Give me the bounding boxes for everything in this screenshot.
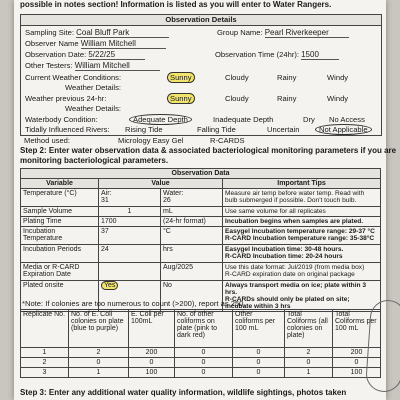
tidal-not-applicable-option[interactable]: Not Applicable (315, 124, 372, 135)
incubation-temp-tip: Easygel Incubation temperature range: 29-37 °C R-CARD Incubation temperature range: 35-38°C (223, 227, 381, 245)
group-label: Group Name: (217, 28, 263, 37)
colony-note: *Note: If colonies are too numerous to count (>200), report as 250. (22, 299, 246, 308)
row-incubation-temp-label: Incubation Temperature (21, 227, 99, 245)
sample-volume-field[interactable]: 1 (99, 207, 161, 217)
waterbody-adequate-option[interactable]: Adequate Depth (129, 114, 192, 125)
plated-onsite-no-option[interactable]: No (161, 281, 223, 312)
prev-weather-label: Weather previous 24-hr: (25, 94, 107, 103)
col-variable: Variable (21, 179, 99, 189)
incubation-period-field[interactable]: 24 (99, 245, 161, 263)
row-sample-volume-label: Sample Volume (21, 207, 99, 217)
header-line: possible in notes section! Information is listed as you will enter to Water Rangers. (20, 0, 332, 9)
rep1-other-count[interactable]: 0 (175, 348, 233, 358)
other-testers-label: Other Testers: (25, 61, 73, 70)
current-weather-windy-option[interactable]: Windy (327, 73, 349, 82)
incubation-temp-unit: °C (161, 227, 223, 245)
observation-data-title: Observation Data (21, 169, 381, 179)
plated-onsite-yes-option[interactable]: Yes (101, 281, 118, 290)
current-weather-label: Current Weather Conditions: (25, 73, 122, 82)
row-expiration-label: Media or R-CARD Expiration Date (21, 263, 99, 281)
other-testers-field[interactable]: William Mitchell (75, 61, 160, 71)
plating-time-tip: Incubation begins when samples are plated. (223, 217, 381, 227)
observer-label: Observer Name (25, 39, 79, 48)
seal-stamp (365, 299, 400, 393)
rep1-ecoli-count[interactable]: 2 (69, 348, 129, 358)
replicates-table (20, 309, 381, 378)
rep-col-replicate: Replicate No. (21, 310, 69, 348)
expiration-blank (99, 263, 161, 281)
waterbody-label: Waterbody Condition: (25, 115, 98, 124)
expiration-tip: Use this date format: Jul/2019 (from media box) R-CARD expiration date on original package (223, 263, 381, 281)
rep2-total-per100[interactable]: 0 (333, 358, 381, 368)
plating-time-format: (24-hr format) (161, 217, 223, 227)
temperature-air-field[interactable]: Air: 31 (99, 189, 161, 207)
waterbody-inadequate-option[interactable]: Inadequate Depth (213, 115, 274, 124)
rep2-number: 2 (21, 358, 69, 368)
sample-volume-tip: Use same volume for all replicates (223, 207, 381, 217)
rep2-ecoli-count[interactable]: 0 (69, 358, 129, 368)
method-label: Method used: (24, 136, 71, 145)
rep3-total-count[interactable]: 1 (285, 368, 333, 378)
rep-col-ecoli-count: No. of E. Coli colonies on plate (blue to purple) (69, 310, 129, 348)
current-weather-details-label: Weather Details: (65, 83, 121, 92)
row-plated-onsite-label: Plated onsite (21, 281, 99, 312)
observation-details-box (20, 14, 382, 136)
rep2-other-per100[interactable]: 0 (233, 358, 285, 368)
plating-time-field[interactable]: 1700 (99, 217, 161, 227)
observation-data-table (20, 168, 381, 312)
prev-weather-rainy-option[interactable]: Rainy (277, 94, 297, 103)
temperature-tip: Measure air temp before water temp. Read with bulb submerged if possible. Don't touch bulb. (223, 189, 381, 207)
rep1-total-count[interactable]: 2 (285, 348, 333, 358)
site-field[interactable]: Coal Bluff Park (76, 28, 169, 38)
temperature-water-field[interactable]: Water: 26 (161, 189, 223, 207)
rep2-other-count[interactable]: 0 (175, 358, 233, 368)
incubation-temp-field[interactable]: 37 (99, 227, 161, 245)
date-field[interactable]: 5/22/25 (88, 50, 145, 60)
tidal-rising-option[interactable]: Rising Tide (125, 125, 163, 134)
rep3-ecoli-count[interactable]: 1 (69, 368, 129, 378)
prev-weather-cloudy-option[interactable]: Cloudy (225, 94, 249, 103)
date-label: Observation Date: (25, 50, 87, 59)
rep1-other-per100[interactable]: 0 (233, 348, 285, 358)
rep-col-other-per100: Other coliforms per 100 mL (233, 310, 285, 348)
col-value: Value (99, 179, 223, 189)
rep3-ecoli-per100[interactable]: 100 (129, 368, 175, 378)
rep2-total-count[interactable]: 0 (285, 358, 333, 368)
rep3-total-per100[interactable]: 100 (333, 368, 381, 378)
rep-col-ecoli-per100: E. Coli per 100mL (129, 310, 175, 348)
plated-onsite-tip: Always transport media on ice; plate within 3 hrs. R-CARDs should only be plated on site; incubate within 3 hrs (223, 281, 381, 312)
waterbody-no-access-option[interactable]: No Access (329, 115, 365, 124)
rep3-number: 3 (21, 368, 69, 378)
method-easygel-option[interactable]: Micrology Easy Gel (118, 136, 184, 145)
rep-col-total-count: Total Coliforms (all colonies on plate) (285, 310, 333, 348)
rep-col-total-per100: Total Coliforms per 100 mL (333, 310, 381, 348)
tidal-label: Tidally Influenced Rivers: (25, 125, 110, 134)
rep1-number: 1 (21, 348, 69, 358)
observation-details-title: Observation Details (21, 15, 381, 26)
col-tips: Important Tips (223, 179, 381, 189)
prev-weather-sunny-option[interactable]: Sunny (167, 93, 195, 104)
sample-volume-unit: mL (161, 207, 223, 217)
prev-weather-details-label: Weather Details: (65, 104, 121, 113)
row-temperature-label: Temperature (°C) (21, 189, 99, 207)
group-field[interactable]: Pearl Riverkeeper (265, 28, 349, 38)
method-rcards-option[interactable]: R-CARDS (210, 136, 245, 145)
time-field[interactable]: 1500 (301, 50, 339, 60)
current-weather-cloudy-option[interactable]: Cloudy (225, 73, 249, 82)
tidal-uncertain-option[interactable]: Uncertain (267, 125, 300, 134)
observer-field[interactable]: William Mitchell (81, 39, 166, 49)
rep1-total-per100[interactable]: 200 (333, 348, 381, 358)
row-incubation-period-label: Incubation Periods (21, 245, 99, 263)
waterbody-dry-option[interactable]: Dry (303, 115, 315, 124)
site-label: Sampling Site: (25, 28, 74, 37)
prev-weather-windy-option[interactable]: Windy (327, 94, 349, 103)
step3-heading: Step 3: Enter any additional water quality information, wildlife sightings, photos taken (20, 388, 347, 397)
step2-heading-line2: monitoring bacteriological parameters. (20, 156, 169, 165)
expiration-field[interactable]: Aug/2025 (161, 263, 223, 281)
step2-heading-line1: Step 2: Enter water observation data & associated bacteriological monitoring parameters if you are (20, 146, 397, 155)
rep2-ecoli-per100[interactable]: 0 (129, 358, 175, 368)
current-weather-sunny-option[interactable]: Sunny (167, 72, 195, 83)
row-plating-time-label: Plating Time (21, 217, 99, 227)
current-weather-rainy-option[interactable]: Rainy (277, 73, 297, 82)
tidal-falling-option[interactable]: Falling Tide (197, 125, 236, 134)
incubation-period-tip: Easygel Incubation time: 30-48 hours. R-CARD Incubation time: 20-24 hours (223, 245, 381, 263)
rep1-ecoli-per100[interactable]: 200 (129, 348, 175, 358)
rep-col-other-count: No. of other coliforms on plate (pink to dark red) (175, 310, 233, 348)
rep3-other-per100[interactable]: 0 (233, 368, 285, 378)
time-label: Observation Time (24hr): (215, 50, 299, 59)
rep3-other-count[interactable]: 0 (175, 368, 233, 378)
form-sheet (14, 0, 397, 400)
incubation-period-unit: hrs (161, 245, 223, 263)
